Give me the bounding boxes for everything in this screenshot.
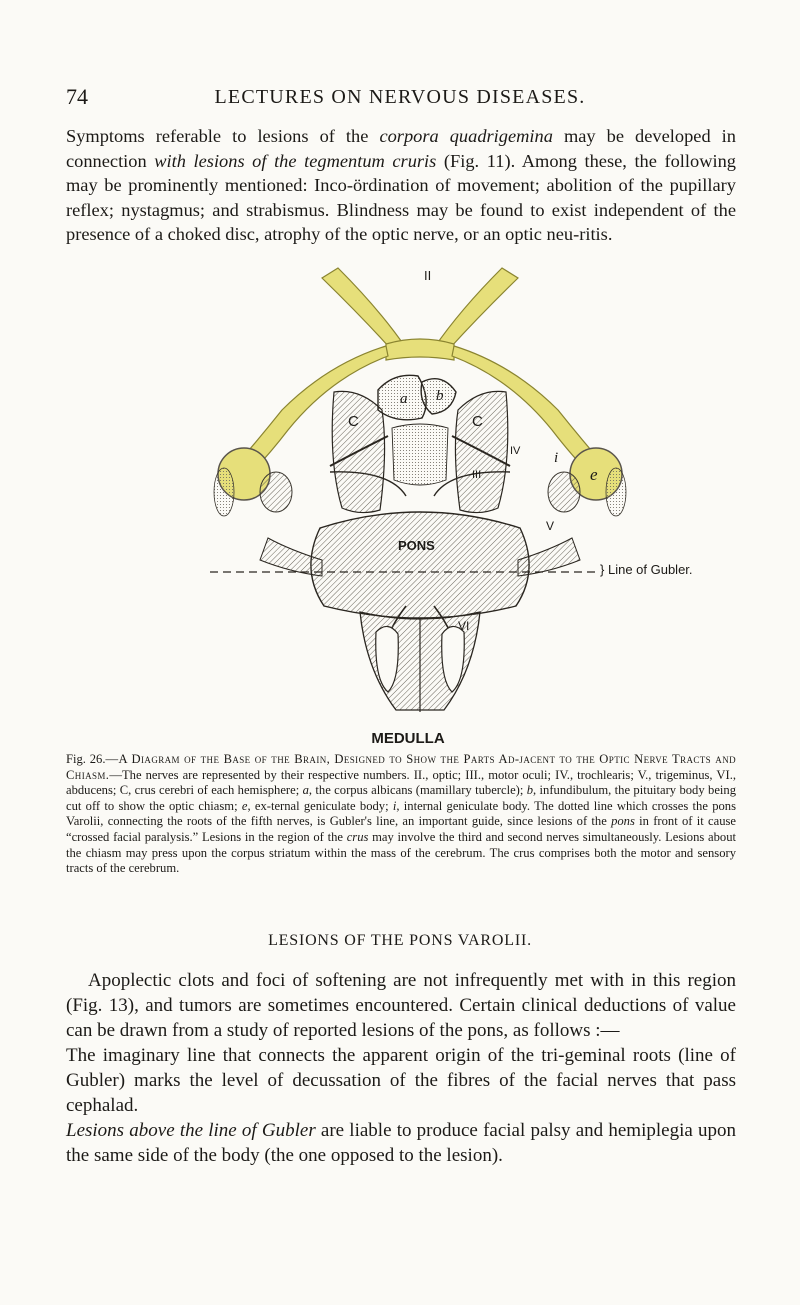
label-a: a <box>400 391 408 407</box>
brace-glyph: } <box>600 562 608 577</box>
label-i: i <box>554 450 559 466</box>
label-ii: II <box>424 268 432 283</box>
label-iii: III <box>472 469 482 481</box>
intro-paragraph <box>66 124 736 247</box>
trigeminal-root-left <box>260 538 322 576</box>
caption-text: —The nerves are represented by their respective numbers. II., optic; III., motor oculi; IV., trochlearis; V., trigeminus, VI., abducens; C, crus cerebri of each hemisphere; <box>66 767 736 798</box>
optic-nerve-left <box>322 268 406 348</box>
section-body <box>66 968 736 1168</box>
label-v: V <box>546 519 555 533</box>
caption-text: , ex-ternal geniculate body; <box>247 798 393 813</box>
medulla-label: MEDULLA <box>371 730 445 747</box>
section-paragraph-3 <box>66 1118 736 1168</box>
geniculate-strip-right <box>606 468 626 516</box>
caption-title: —A Diagram of the Base of the Brain, Designed to Show the Parts Ad-jacent to the Optic Nerve Tracts and Chiasm. <box>66 752 736 782</box>
caption-italic-crus: crus <box>346 829 369 844</box>
pons-varolii <box>311 512 529 618</box>
label-e: e <box>590 465 598 484</box>
label-c-right: C <box>472 413 483 430</box>
trigeminal-root-right <box>518 538 580 576</box>
caption-italic-e: e <box>241 798 248 813</box>
section-emphasis: Lesions above the line of Gubler <box>66 1120 316 1141</box>
intro-term-corpora: corpora quadrigemina <box>379 126 553 146</box>
internal-geniculate-left <box>260 472 292 512</box>
intro-text: (Fig. 11). Among these, the following may be prominently mentioned: Inco-ördination of movement; abolition of the pupillary reflex; nystagmus; and strabismus. Blindness may be found to exist independent of the presence of a choked disc, atrophy of the optic nerve, or an optic neu-ritis. <box>66 150 736 245</box>
gubler-label-text: Line of Gubler. <box>607 562 693 577</box>
intro-text: Symptoms referable to lesions of the <box>66 126 380 146</box>
section-heading: LESIONS OF THE PONS VAROLII. <box>268 932 532 949</box>
perforated-space <box>392 424 448 485</box>
intro-term-tegmentum: with lesions of the tegmentum cruris <box>154 150 437 171</box>
page-number: 74 <box>66 84 88 109</box>
caption-text: may involve the third and second nerves simultaneously. Lesions about the chiasm may press upon the corpus striatum within the mass of the cerebrum. The crus comprises both the motor and sensory tracts of the cerebrum. <box>66 829 736 876</box>
caption-fig-number: Fig. 26. <box>66 752 106 766</box>
gubler-line-label <box>600 562 693 577</box>
brain-base-diagram <box>210 260 630 720</box>
figure-caption <box>66 752 736 877</box>
label-b: b <box>436 388 444 404</box>
caption-text: , internal geniculate body. The dotted line which crosses the pons Varolii, connecting the roots of the fifth nerves, is Gubler's line, an important guide, since lesions of the <box>66 798 736 829</box>
caption-text: , the corpus albicans (mamillary tubercle); <box>308 783 527 798</box>
caption-text: in front of it cause “crossed facial paralysis.” Lesions in the region of the <box>66 814 736 844</box>
label-pons: PONS <box>398 538 435 553</box>
section-paragraph-3-text: are liable to produce facial palsy and hemiplegia upon the same side of the body (the one opposed to the lesion). <box>66 1120 736 1166</box>
caption-italic-pons: pons <box>611 814 635 829</box>
caption-text: , infundibulum, the pituitary body being cut off to show the optic chiasm; <box>66 783 737 813</box>
section-paragraph-2: The imaginary line that connects the apparent origin of the tri-geminal roots (line of Gubler) marks the level of decussation of the fibres of the facial nerves that pass cephalad. <box>66 1045 736 1116</box>
caption-italic-b: b <box>526 783 534 798</box>
running-head: LECTURES ON NERVOUS DISEASES. <box>214 86 586 108</box>
intro-text: may be developed in connection <box>66 126 736 171</box>
geniculate-strip-left <box>214 468 234 516</box>
optic-chiasm <box>386 339 454 360</box>
label-vi: VI <box>458 619 470 633</box>
caption-italic-a: a <box>302 783 309 798</box>
caption-italic-i: i <box>392 798 397 813</box>
optic-nerve-right <box>434 268 518 348</box>
section-paragraph-1: Apoplectic clots and foci of softening are not infrequently met with in this region (Fig. 13), and tumors are sometimes encountered. Certain clinical deductions of value can be drawn from a study of reported lesions of the pons, as follows :— <box>66 970 736 1041</box>
label-c-left: C <box>348 413 359 430</box>
label-iv: IV <box>510 445 521 457</box>
internal-geniculate-right <box>548 472 580 512</box>
